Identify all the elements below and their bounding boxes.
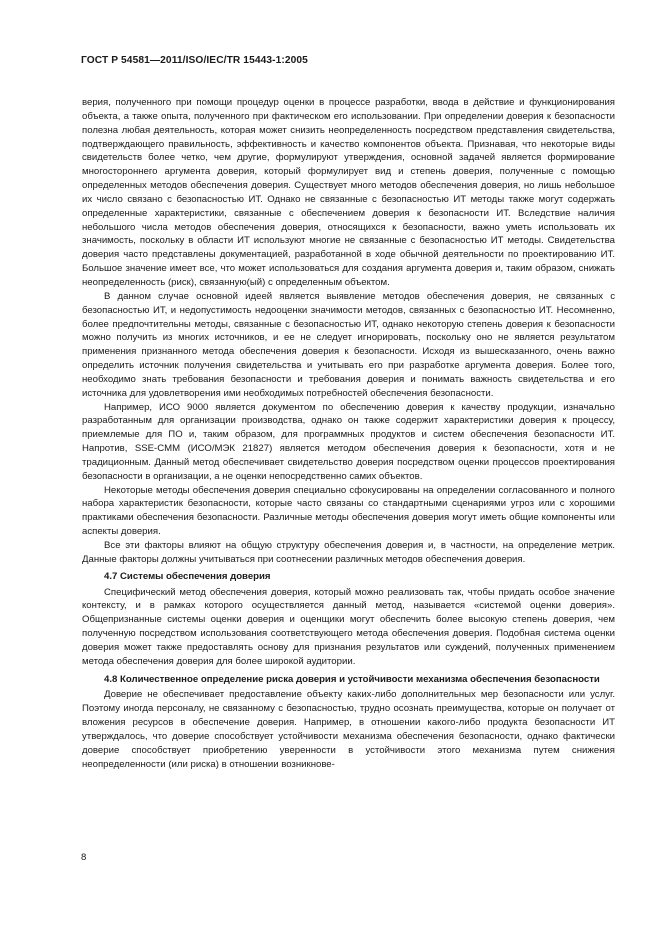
paragraph-quantification: Доверие не обеспечивает предоставление объекту каких-либо дополнительных мер безопасности или услуг. Поэтому иногда персоналу, не связанному с безопасностью, трудно осознать преимущества, которые он получает от вложения ресурсов в обеспечение доверия. Например, в отношении какого-либо продукта безопасности ИТ утверждалось, что доверие способствует устойчивости механизма обеспечения безопасности, однако фактически доверие способствует приобретению уверенности в устойчивости этого механизма путем снижения неопределенности (или риска) в отношении возникнове- [82, 689, 615, 770]
paragraph-assurance-scheme: Специфический метод обеспечения доверия, который можно реализовать так, чтобы придать особое значение контексту, и в рамках которого осуществляется данный метод, называется «системой оценки доверия». Общепризнанные системы оценки доверия и оценщики могут обеспечить более высокую степень доверия, чем полученную посредством использования соответствующего метода обеспечения доверия. Подобная система оценки доверия может также предоставлять основу для признания результатов или суждений, полученных применением метода обеспечения доверия для более широкой аудитории. [82, 586, 615, 667]
paragraph-factors: Все эти факторы влияют на общую структуру обеспечения доверия и, в частности, на определение метрик. Данные факторы должны учитываться при соотнесении различных методов обеспечения доверия. [82, 540, 615, 565]
paragraph-continuation: верия, полученного при помощи процедур оценки в процессе разработки, ввода в действие и функционирования объекта, а также опыта, полученного при фактическом его использовании. При определении доверия к безопасности полезна любая деятельность, которая может снизить неопределенность посредством представления свидетельства, подтверждающего правильность, эффективность и качество компонентов объекта. Признавая, что некоторые виды свидетельств более четко, чем другие, формулируют утверждения, основной задачей является формирование многостороннего аргумента доверия, который формулирует вид и степень доверия, полученные с помощью определенных методов обеспечения доверия. Существует много методов обеспечения доверия, но лишь небольшое их число связано с безопасностью ИТ. Однако не связанные с безопасностью ИТ методы также могут содержать определенные характеристики, связанные с обеспечением доверия к безопасности ИТ. Вследствие наличия небольшого числа методов обеспечения доверия, относящихся к безопасности, важно уметь использовать их значимость, поскольку в области ИТ используют многие не связанные с безопасностью ИТ методы. Свидетельства доверия часто представлены документацией, разработанной в ходе обычной деятельности по проектированию ИТ. Большое значение имеет все, что может использоваться для создания аргумента доверия и, таким образом, снижать неопределенность (риск), связанную(ый) с определенным объектом. [82, 97, 615, 288]
paragraph-iso-9000: Например, ИСО 9000 является документом по обеспечению доверия к качеству продукции, изначально разработанным для организации производства, однако он также содержит характеристики доверия к процессу, приемлемые для ПО и, таким образом, для программных продуктов и систем обеспечения безопасности ИТ. Напротив, SSE-CMM (ИСО/МЭК 21827) является методом обеспечения доверия к безопасности, хотя и не традиционным. Данный метод обеспечивает свидетельство доверия посредством оценки процессов проектирования безопасности в организации, а не оценки непосредственно самих объектов. [82, 401, 615, 482]
paragraph-focused-methods: Некоторые методы обеспечения доверия специально сфокусированы на определении согласованного и полного набора характеристик безопасности, которые часто связаны со стандартными сценариями угроз или с хорошими практиками обеспечения безопасности. Различные методы обеспечения доверия могут иметь общие компоненты или аспекты доверия. [82, 484, 615, 538]
section-heading-4-7: 4.7 Системы обеспечения доверия [104, 570, 271, 582]
section-heading-4-8: 4.8 Количественное определение риска доверия и устойчивости механизма обеспечения безопасности [104, 673, 600, 685]
paragraph-it-methods: В данном случае основной идеей является выявление методов обеспечения доверия, не связанных с безопасностью ИТ, и недопустимость недооценки значимости методов, связанных с безопасностью ИТ. Несомненно, более предпочтительны методы, связанные с безопасностью ИТ, однако некоторую степень доверия к безопасности можно получить из многих источников, и ее не следует игнорировать, поскольку оно не является результатом применения признанного метода обеспечения доверия к безопасности. Исходя из вышесказанного, очень важно определить источник получения свидетельства и учитывать его при разработке аргумента доверия. Более того, необходимо знать требования безопасности и требования доверия и понимать важность свидетельства и его источника для удовлетворения ими необходимых потребностей обеспечения безопасности. [82, 290, 615, 399]
page-number: 8 [81, 852, 87, 863]
page-content [82, 96, 615, 772]
document-header: ГОСТ Р 54581—2011/ISO/IEC/TR 15443-1:2005 [81, 55, 308, 66]
